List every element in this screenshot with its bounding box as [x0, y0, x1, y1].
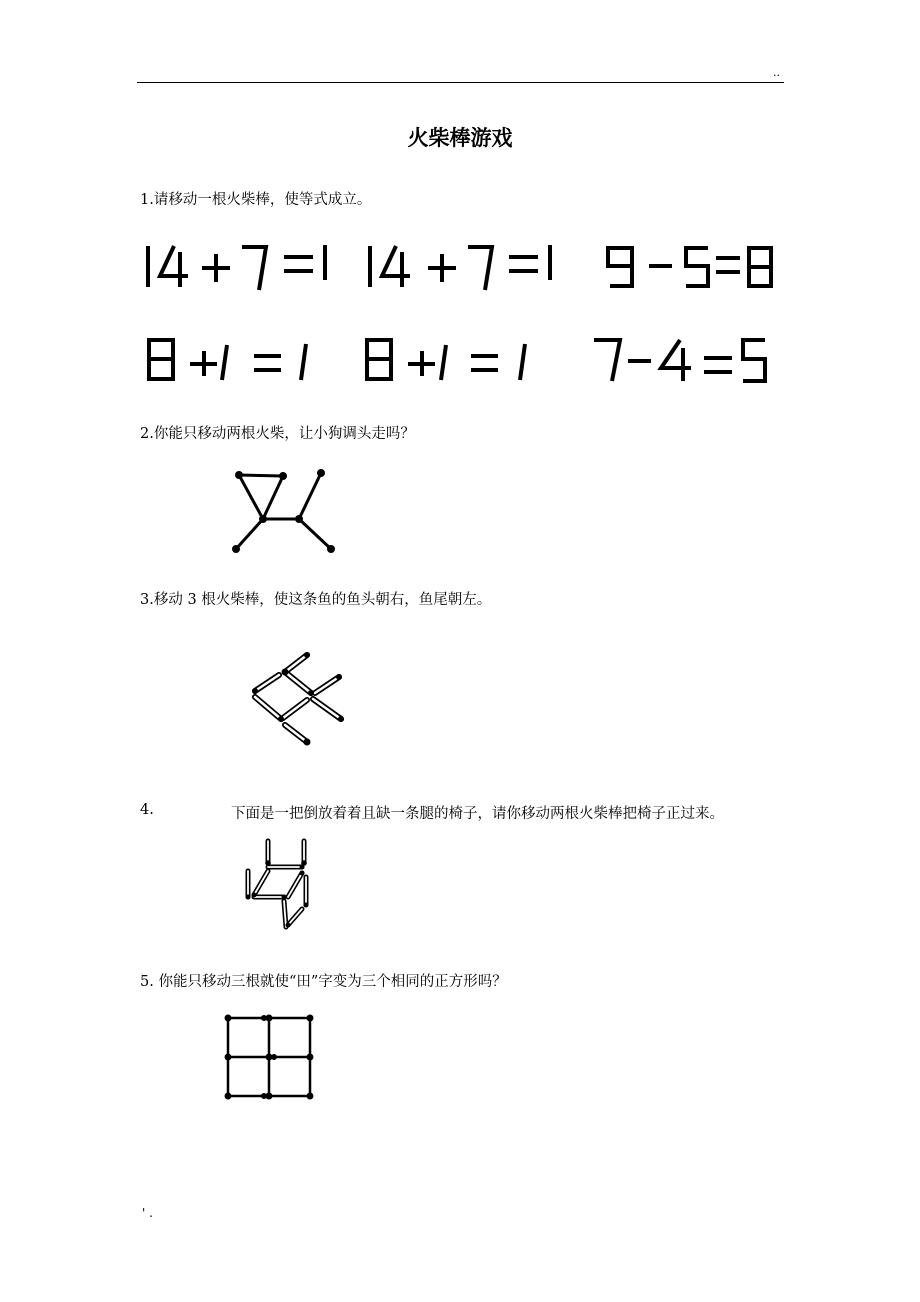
- equation-2-1: [149, 340, 306, 380]
- equation-2-3: [594, 340, 765, 381]
- header-mark: ..: [773, 66, 780, 79]
- fish-figure: [245, 645, 365, 755]
- question-4-number: 4.: [140, 802, 154, 818]
- tian-grid-figure: [222, 1012, 322, 1112]
- header-rule: [137, 82, 784, 83]
- equation-1-2: [370, 245, 550, 290]
- page-title: 火柴棒游戏: [407, 126, 513, 150]
- dog-figure: [225, 465, 355, 565]
- equation-1-1: [148, 245, 325, 290]
- question-4: 下面是一把倒放着着且缺一条腿的椅子，请你移动两根火柴棒把椅子正过来。: [231, 806, 724, 822]
- footer-mark: ' .: [142, 1206, 153, 1220]
- equation-1-3: [608, 248, 771, 286]
- chair-figure: [240, 835, 320, 935]
- question-5: 5. 你能只移动三根就使“田”字变为三个相同的正方形吗？: [140, 974, 507, 990]
- question-2: 2.你能只移动两根火柴，让小狗调头走吗？: [140, 426, 415, 442]
- question-3: 3.移动 3 根火柴棒，使这条鱼的鱼头朝右，鱼尾朝左。: [140, 592, 492, 608]
- question-1: 1.请移动一根火柴棒，使等式成立。: [140, 192, 372, 208]
- equation-2-2: [367, 340, 525, 380]
